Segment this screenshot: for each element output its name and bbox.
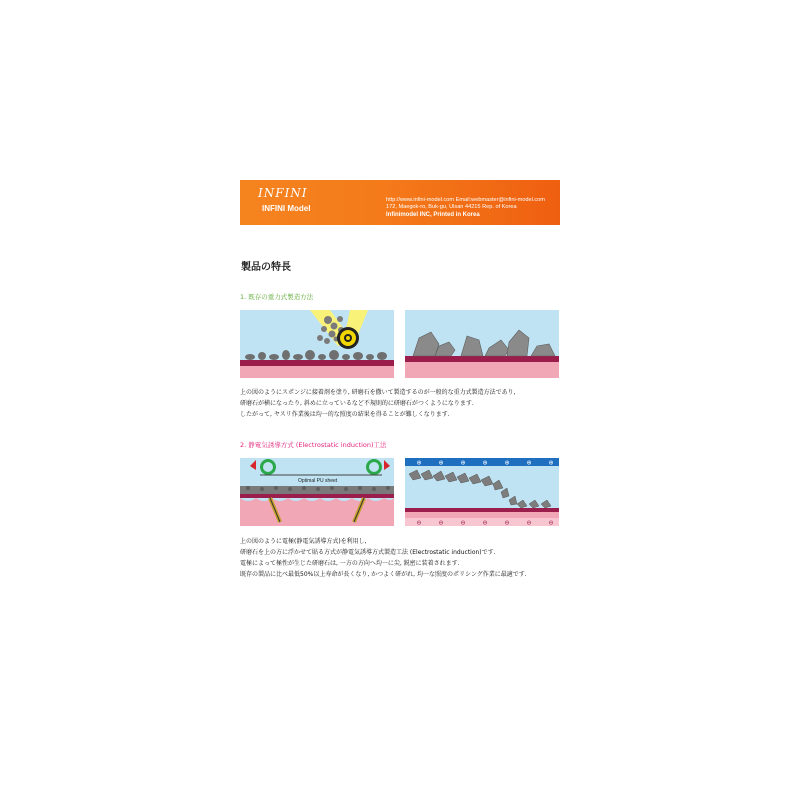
electrostatic-method-illustration [240,458,394,526]
svg-text:⊖: ⊖ [460,519,466,526]
svg-text:⊖: ⊖ [504,519,510,526]
svg-text:⊕: ⊕ [460,459,466,467]
svg-text:⊖: ⊖ [416,519,422,526]
gravity-method-illustration [240,310,394,378]
svg-text:⊕: ⊕ [438,459,444,467]
banner-address: 172, Maegok-ro, Buk-gu, Ulsan 44215 Rep. of Korea [386,204,517,210]
text-line: 上の図のようにスポンジに接着剤を塗り, 研磨石を撒いて製造するのが一般的な重力式製造方法であり, [240,389,516,396]
text-line: 電極によって極性が生じた研磨石は, 一方の方向へ均一に尖, 鋭密に装着されます. [240,560,460,567]
text-line: 研磨石が横になったり, 斜めに立っているなど不規則的に研磨石がつくようになります. [240,400,474,407]
section1-heading: 1. 既存の重力式製造方法 [240,293,314,301]
sheet-label: Optimal PU sheet [298,478,338,484]
svg-text:⊕: ⊕ [504,459,510,467]
electrode-alignment-illustration [405,458,559,526]
brand-name: INFINI Model [262,204,311,213]
svg-text:⊕: ⊕ [526,459,532,467]
brand-logo: INFINI [258,186,308,200]
svg-text:⊖: ⊖ [526,519,532,526]
svg-text:⊖: ⊖ [482,519,488,526]
text-line: 研磨石を上の方に浮かせて貼る方式が静電気誘導方式製造工法 (Electrostatic induction)です. [240,549,496,556]
svg-text:⊕: ⊕ [548,459,554,467]
svg-text:⊕: ⊕ [416,459,422,467]
page-title: 製品の特長 [241,262,291,273]
svg-text:⊖: ⊖ [438,519,444,526]
text-line: 既存の製品に比べ最低50%以上寿命が長くなり, かつよく研がれ, 均一な照度のポリシング作業に最適です. [240,571,527,578]
banner-company: Infinimodel INC, Printed in Korea [386,212,480,218]
irregular-stones-illustration [405,310,559,378]
svg-text:⊕: ⊕ [482,459,488,467]
text-line: 上の図のように電極(静電気誘導方式)を利用し, [240,538,367,545]
section1-description [240,387,516,420]
section2-heading: 2. 静電気誘導方式 (Electrostatic induction)工法 [240,441,387,449]
banner-web-email: http://www.infini-model.com Email:webmaster@infini-model.com [386,197,545,203]
section2-description [240,536,527,580]
text-line: したがって, ヤスリ作業後は均一的な照度の結果を得ることが難しくなります. [240,411,450,418]
svg-text:⊖: ⊖ [548,519,554,526]
